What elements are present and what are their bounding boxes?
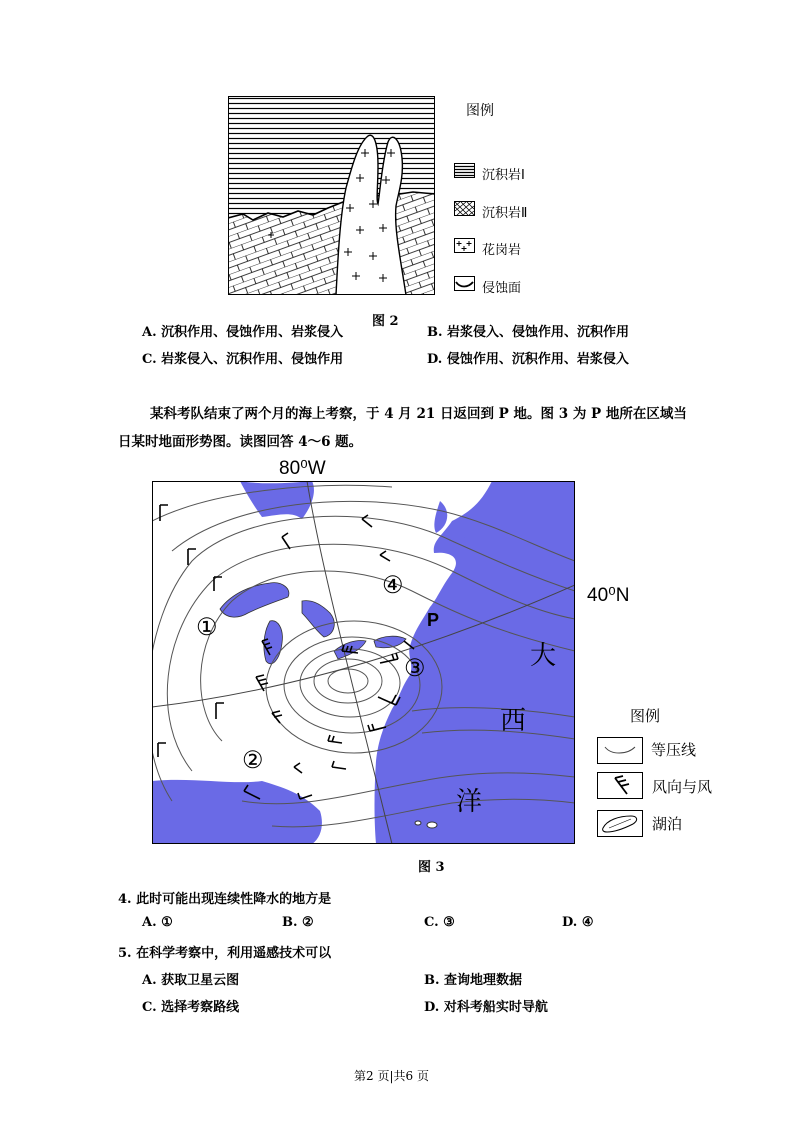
intro-line-2: 日某时地面形势图。读图回答 4～6 题。 xyxy=(118,434,363,450)
lake-superior xyxy=(220,583,289,617)
legend-label: 沉积岩Ⅱ xyxy=(482,206,528,221)
legend-label: 湖泊 xyxy=(652,815,683,833)
weather-map xyxy=(152,481,575,844)
horizontal-stripes-icon xyxy=(454,163,475,178)
legend-label: 等压线 xyxy=(651,741,697,759)
q5-option-c[interactable]: C. 选择考察路线 xyxy=(142,1000,240,1015)
ocean-label-char: 大 xyxy=(530,641,557,671)
q4-option-d[interactable]: D. ④ xyxy=(562,915,594,930)
point-p-label: P xyxy=(427,610,440,630)
q4-option-c[interactable]: C. ③ xyxy=(424,915,455,930)
q4-option-a[interactable]: A. ① xyxy=(142,915,173,930)
figure-3-map xyxy=(152,481,575,844)
marker-4: ④ xyxy=(382,571,404,599)
legend-label: 侵蚀面 xyxy=(482,281,522,296)
latitude-label: 40⁰N xyxy=(587,585,630,606)
legend-title: 图例 xyxy=(466,103,494,119)
intro-line-1: 某科考队结束了两个月的海上考察，于 4 月 21 日返回到 P 地。图 3 为 P 地所在区域当 xyxy=(150,406,687,422)
question-4: 4. 此时可能出现连续性降水的地方是 xyxy=(118,892,332,907)
marker-1: ① xyxy=(196,613,218,641)
page-footer: 第2 页|共6 页 xyxy=(354,1069,429,1083)
ocean-label-char: 洋 xyxy=(456,787,483,817)
legend-title: 图例 xyxy=(630,707,661,725)
plus-signs-icon xyxy=(454,238,475,253)
legend-label: 花岗岩 xyxy=(482,243,522,258)
option-a[interactable]: A. 沉积作用、侵蚀作用、岩浆侵入 xyxy=(142,325,344,340)
cross-hatch-icon xyxy=(454,201,475,216)
legend-label: 风向与风 xyxy=(652,778,713,796)
wind-barbs xyxy=(158,505,414,799)
option-d[interactable]: D. 侵蚀作用、沉积作用、岩浆侵入 xyxy=(427,352,629,367)
option-c[interactable]: C. 岩浆侵入、沉积作用、侵蚀作用 xyxy=(142,352,344,367)
q5-option-a[interactable]: A. 获取卫星云图 xyxy=(142,973,240,988)
q5-option-d[interactable]: D. 对科考船实时导航 xyxy=(424,1000,548,1015)
wind-barb-icon xyxy=(597,772,643,799)
q5-option-b[interactable]: B. 查询地理数据 xyxy=(424,973,523,988)
figure-2-caption: 图 2 xyxy=(372,314,399,329)
marker-2: ② xyxy=(242,746,264,774)
lake-shape-icon xyxy=(597,810,643,837)
longitude-label: 80⁰W xyxy=(279,458,326,479)
lake-michigan xyxy=(264,621,282,664)
lake-ontario xyxy=(374,636,406,648)
isobar-line-icon xyxy=(597,737,643,764)
legend-label: 沉积岩Ⅰ xyxy=(482,168,525,183)
question-5: 5. 在科学考察中，利用遥感技术可以 xyxy=(118,946,332,961)
marker-3: ③ xyxy=(404,654,426,682)
q4-option-b[interactable]: B. ② xyxy=(282,915,314,930)
figure-2 xyxy=(228,96,435,295)
option-b[interactable]: B. 岩浆侵入、侵蚀作用、沉积作用 xyxy=(427,325,630,340)
geologic-cross-section xyxy=(228,96,435,295)
figure-3-caption: 图 3 xyxy=(418,860,445,875)
ocean-label-char: 西 xyxy=(500,706,527,736)
wavy-line-icon xyxy=(454,276,475,291)
